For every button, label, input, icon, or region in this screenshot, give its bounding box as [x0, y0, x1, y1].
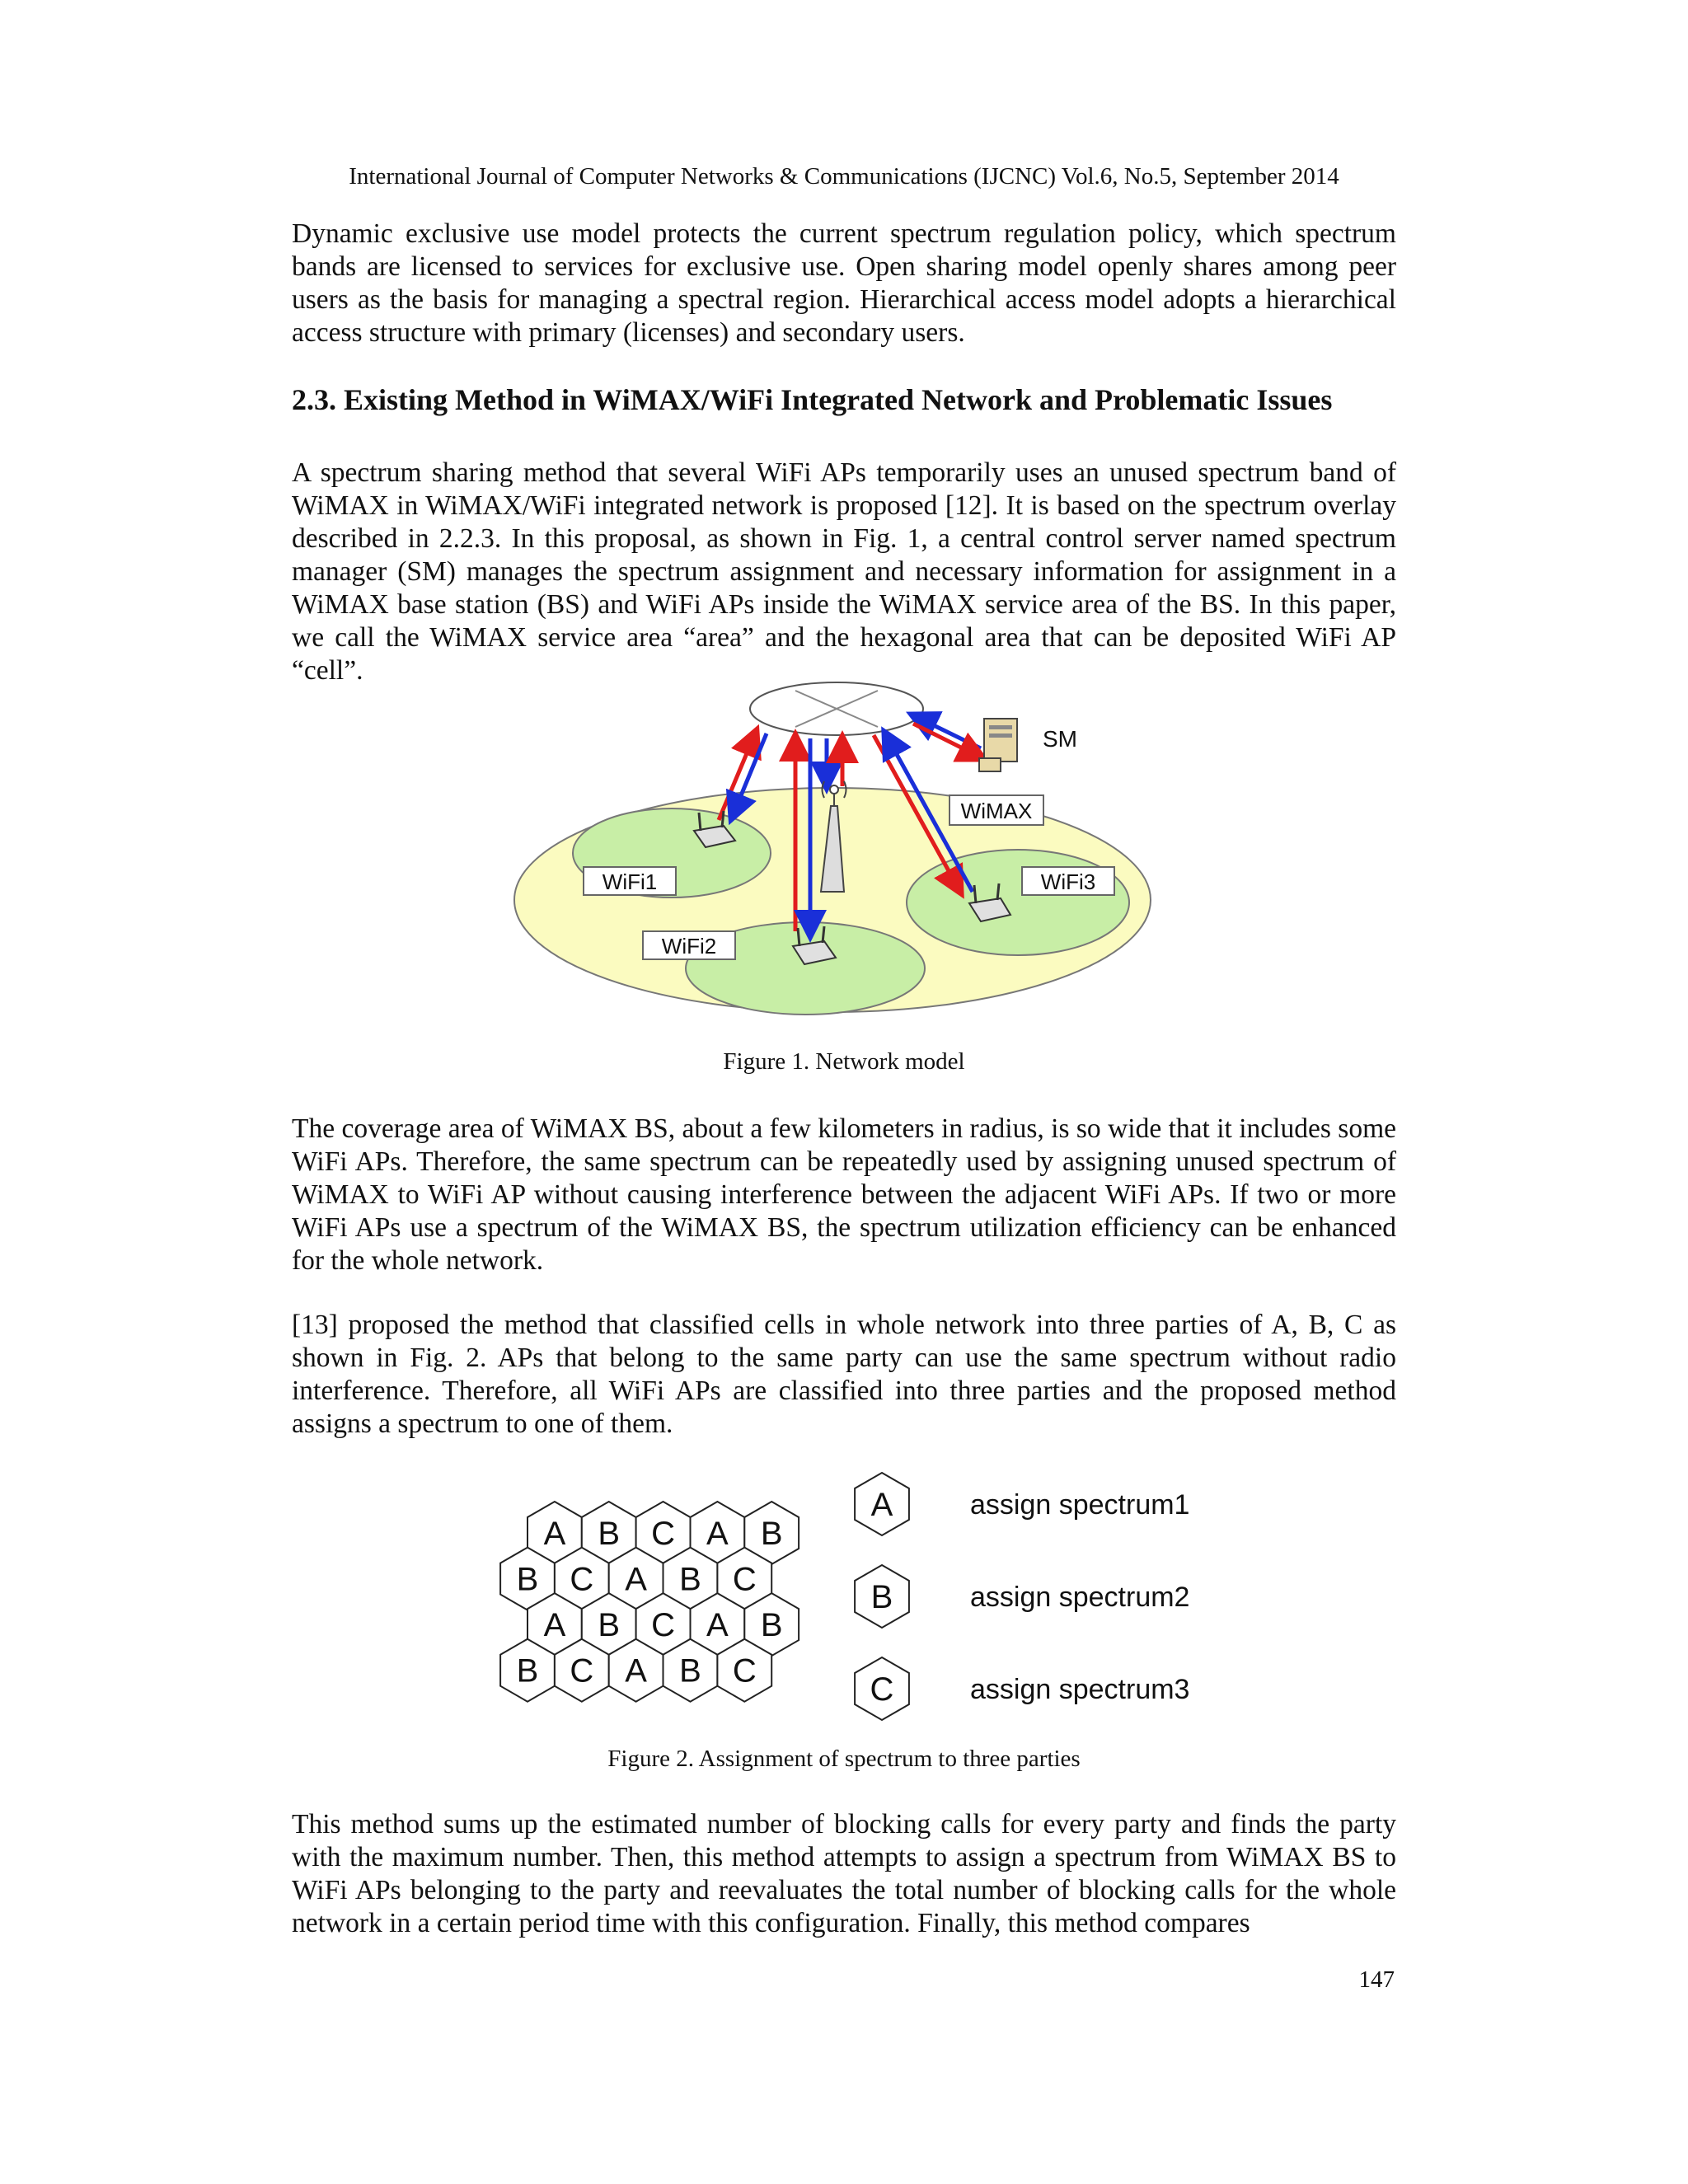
core-network-icon — [750, 682, 923, 735]
hex-letter: B — [598, 1516, 621, 1552]
wifi3-cell — [907, 850, 1129, 955]
hex-letter: A — [706, 1607, 729, 1644]
hex-letter: A — [543, 1516, 566, 1552]
hex-letter: C — [732, 1652, 757, 1690]
hex-legend — [855, 1473, 1189, 1720]
hex-letter: A — [870, 1487, 893, 1523]
wifi1-label: WiFi1 — [602, 869, 658, 894]
hex-letter: B — [598, 1607, 621, 1644]
wifi2-label: WiFi2 — [661, 934, 717, 958]
sm-downlink-arrow — [913, 715, 981, 748]
hex-letter: B — [870, 1579, 893, 1615]
paragraph-access-models: Dynamic exclusive use model protects the current spectrum regulation policy, which spectrum bands are licensed to services for exclusive use. Open sharing model openly shares among peer users as the basis for managing a spectral region. Hierarchical access model adopts a hierarchical access structure with primary (licenses) and secondary users. — [292, 218, 1396, 348]
hex-letter: C — [870, 1671, 894, 1708]
hex-letter: C — [651, 1607, 675, 1644]
paragraph-coverage: The coverage area of WiMAX BS, about a few kilometers in radius, is so wide that it includes some WiFi APs. Therefore, the same spectrum can be repeatedly used by assigning unused spectrum of WiMAX to WiFi AP without causing interference between the adjacent WiFi APs. If two or more WiFi APs use a spectrum of the WiMAX BS, the spectrum utilization efficiency can be enhanced for the whole network. — [292, 1113, 1396, 1276]
journal-header: International Journal of Computer Networks & Communications (IJCNC) Vol.6, No.5, September 2014 — [349, 163, 1339, 190]
legend-hex-0-0 — [855, 1473, 909, 1535]
hex-grid — [500, 1502, 799, 1702]
hex-letter: B — [679, 1561, 701, 1598]
section-heading: 2.3. Existing Method in WiMAX/WiFi Integrated Network and Problematic Issues — [292, 383, 1333, 416]
hex-letter: B — [679, 1652, 701, 1690]
paragraph-three-parties: [13] proposed the method that classified cells in whole network into three parties of A, B, C as shown in Fig. 2. APs that belong to the same party can use the same spectrum without radio interference. Therefore, all WiFi APs are classified into three parties and the proposed method assigns a spectrum to one of them. — [292, 1310, 1396, 1439]
server-icon — [979, 719, 1017, 771]
legend-hex-1-0 — [855, 1565, 909, 1628]
hex-letter: B — [516, 1561, 539, 1598]
page-number: 147 — [1358, 1966, 1395, 1993]
figure1-caption: Figure 1. Network model — [723, 1048, 965, 1075]
legend-hex-2-0 — [855, 1657, 909, 1720]
sm-label: SM — [1043, 726, 1077, 752]
hex-letter: A — [543, 1607, 566, 1644]
figure2-caption: Figure 2. Assignment of spectrum to three parties — [607, 1746, 1081, 1772]
sm-uplink-arrow — [913, 724, 982, 758]
spectrum-assignment-figure — [462, 1467, 1236, 1722]
paragraph-blocking-calls: This method sums up the estimated number of blocking calls for every party and finds the party with the maximum number. Then, this method attempts to assign a spectrum from WiMAX BS to WiFi APs belonging to the party and reevaluates the total number of blocking calls for the whole network in a certain period time with this configuration. Finally, this method compares — [292, 1809, 1396, 1938]
hex-letter: C — [732, 1561, 757, 1598]
hex-letter: A — [625, 1652, 647, 1690]
hex-letter: C — [570, 1652, 594, 1690]
wifi3-label: WiFi3 — [1040, 869, 1096, 894]
paragraph-existing-method: A spectrum sharing method that several WiFi APs temporarily uses an unused spectrum band of WiMAX in WiMAX/WiFi integrated network is proposed [12]. It is based on the spectrum overlay described in 2.2.3. In this proposal, as shown in Fig. 1, a central control server named spectrum manager (SM) manages the spectrum assignment and necessary information for assignment in a WiMAX base station (BS) and WiFi APs inside the WiMAX service area of the BS. In this paper, we call the WiMAX service area “area” and the hexagonal area that can be deposited WiFi AP “cell”. — [292, 457, 1396, 686]
hex-letter: B — [760, 1607, 783, 1644]
hex-letter: B — [516, 1652, 539, 1690]
legend-label: assign spectrum1 — [970, 1489, 1190, 1521]
legend-label: assign spectrum2 — [970, 1582, 1190, 1613]
hex-letter: A — [625, 1561, 647, 1598]
hex-letter: C — [570, 1561, 594, 1598]
wimax-label: WiMAX — [960, 799, 1033, 823]
hex-letter: C — [651, 1516, 675, 1552]
hex-letter: B — [760, 1516, 783, 1552]
hex-letter: A — [706, 1516, 729, 1552]
network-model-figure — [503, 676, 1162, 1030]
legend-label: assign spectrum3 — [970, 1674, 1190, 1705]
